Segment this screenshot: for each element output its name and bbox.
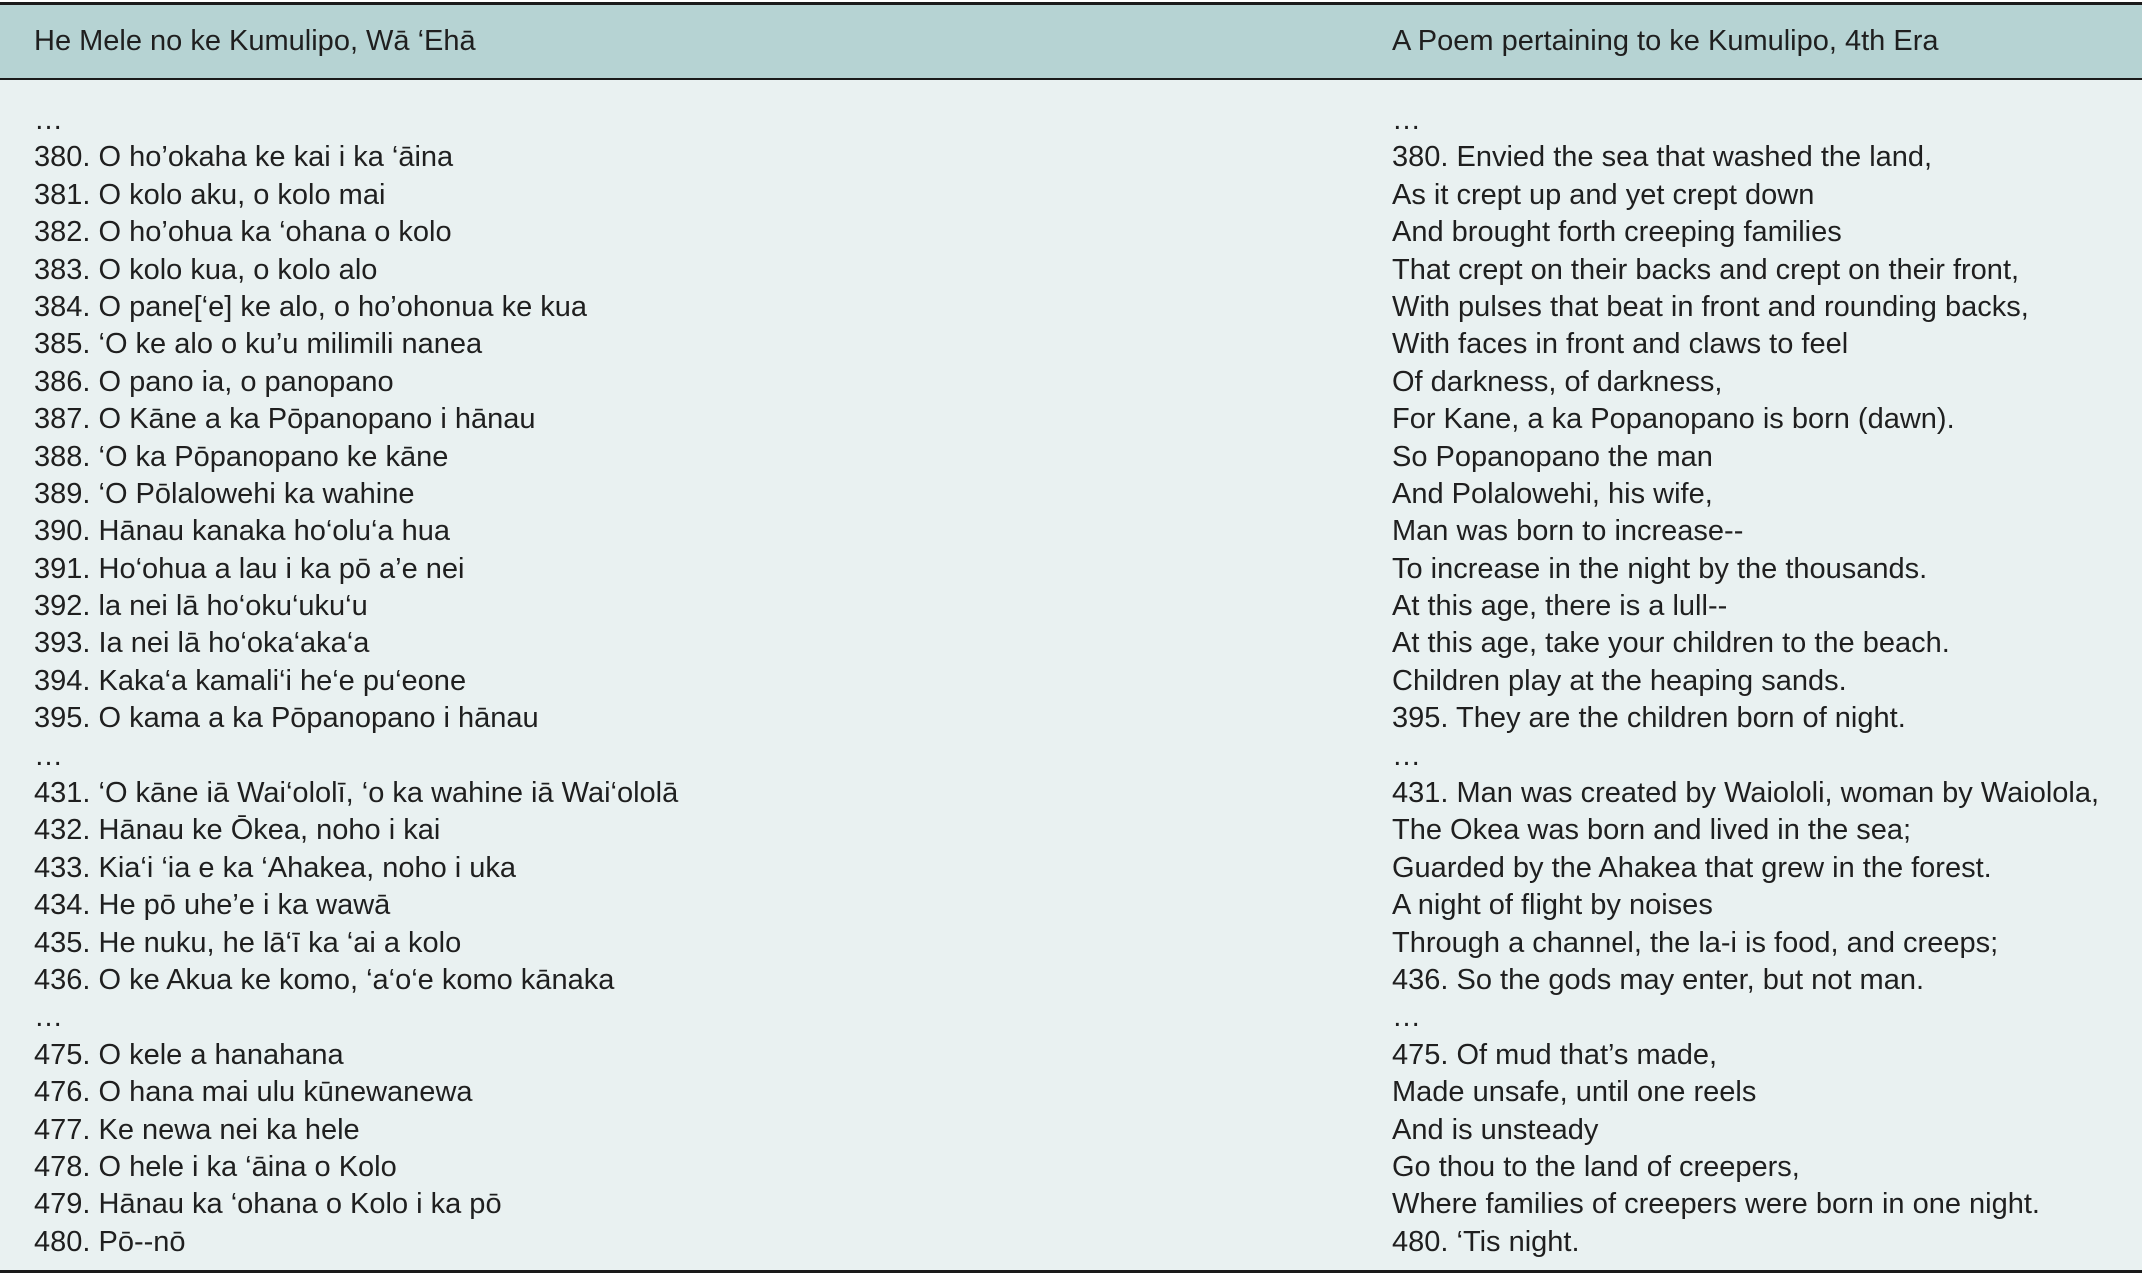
hawaiian-line: … [34,739,63,772]
english-line: That crept on their backs and crept on their front, [1392,253,2020,286]
hawaiian-line: 479. Hānau ka ‘ohana o Kolo i ka pō [34,1188,502,1221]
hawaiian-line: 393. Ia nei lā ho‘oka‘aka‘a [34,627,370,660]
hawaiian-line: 382. O ho’ohua ka ‘ohana o kolo [34,216,452,249]
header-hawaiian-title: He Mele no ke Kumulipo, Wā ‘Ehā [34,25,476,57]
english-line: 431. Man was created by Waiololi, woman by Waiolola, [1392,777,2100,810]
english-line: So Popanopano the man [1392,440,1713,473]
english-line: Go thou to the land of creepers, [1392,1150,1800,1183]
hawaiian-line: 477. Ke newa nei ka hele [34,1113,360,1146]
english-line: 480. ‘Tis night. [1392,1225,1580,1258]
hawaiian-line: 390. Hānau kanaka ho‘olu‘a hua [34,515,450,548]
hawaiian-line: 436. O ke Akua ke komo, ‘a‘o‘e komo kānaka [34,963,615,996]
english-line: … [1392,739,1421,772]
hawaiian-column [34,102,678,1261]
hawaiian-line: 383. O kolo kua, o kolo alo [34,253,378,286]
hawaiian-line: 385. ‘O ke alo o ku’u milimili nanea [34,328,483,361]
hawaiian-line: 432. Hānau ke Ōkea, noho i kai [34,814,441,847]
english-line: At this age, there is a lull-- [1392,590,1728,623]
english-line: 395. They are the children born of night. [1392,702,1906,735]
hawaiian-line: 395. O kama a ka Pōpanopano i hānau [34,702,539,735]
hawaiian-line: 391. Ho‘ohua a lau i ka pō a’e nei [34,552,465,585]
english-line: … [1392,104,1421,136]
hawaiian-line: 386. O pano ia, o panopano [34,365,394,398]
english-line: With faces in front and claws to feel [1392,328,1849,361]
hawaiian-line: 388. ‘O ka Pōpanopano ke kāne [34,440,449,473]
hawaiian-line: 435. He nuku, he lā‘ī ka ‘ai a kolo [34,926,462,959]
hawaiian-line: 434. He pō uhe’e i ka wawā [34,889,391,922]
hawaiian-line: 476. O hana mai ulu kūnewanewa [34,1076,473,1109]
hawaiian-line: 389. ‘O Pōlalowehi ka wahine [34,477,415,510]
hawaiian-line: 478. O hele i ka ‘āina o Kolo [34,1150,397,1183]
english-line: For Kane, a ka Popanopano is born (dawn). [1392,403,1955,436]
english-line: Through a channel, the la-i is food, and creeps; [1392,926,1999,959]
hawaiian-line: 392. la nei lā ho‘oku‘uku‘u [34,590,368,623]
table-header [0,5,2142,80]
english-line: Where families of creepers were born in one night. [1392,1188,2040,1221]
english-line: The Okea was born and lived in the sea; [1392,814,1912,847]
hawaiian-line: 433. Kia‘i ‘ia e ka ‘Ahakea, noho i uka [34,851,517,884]
english-line: A night of flight by noises [1392,889,1713,922]
hawaiian-line: 384. O pane[‘e] ke alo, o ho’ohonua ke kua [34,290,588,323]
english-line: 380. Envied the sea that washed the land, [1392,141,1933,174]
english-line: Of darkness, of darkness, [1392,365,1723,398]
hawaiian-line: … [34,104,63,136]
hawaiian-line: 380. O ho’okaha ke kai i ka ‘āina [34,141,454,174]
english-line: At this age, take your children to the beach. [1392,627,1950,660]
english-line: 475. Of mud that’s made, [1392,1038,1718,1071]
hawaiian-line: 431. ‘O kāne iā Wai‘ololī, ‘o ka wahine iā Wai‘ololā [34,777,679,810]
english-line: To increase in the night by the thousands. [1392,552,1928,585]
english-line: Made unsafe, until one reels [1392,1076,1757,1109]
hawaiian-line: 475. O kele a hanahana [34,1038,344,1071]
hawaiian-line: 394. Kaka‘a kamali‘i he‘e pu‘eone [34,664,467,697]
english-column [1392,102,2099,1261]
hawaiian-line: 480. Pō--nō [34,1225,186,1258]
english-line: And Polalowehi, his wife, [1392,477,1713,510]
hawaiian-line: … [34,1001,63,1034]
header-english-title: A Poem pertaining to ke Kumulipo, 4th Era [1392,25,1939,57]
english-line: With pulses that beat in front and rounding backs, [1392,290,2029,323]
english-line: And is unsteady [1392,1113,1599,1146]
english-line: And brought forth creeping families [1392,216,1842,249]
english-line: 436. So the gods may enter, but not man. [1392,963,1925,996]
english-line: Guarded by the Ahakea that grew in the forest. [1392,851,1992,884]
bottom-rule [0,1270,2142,1273]
english-line: As it crept up and yet crept down [1392,178,1815,211]
english-line: Man was born to increase-- [1392,515,1744,548]
hawaiian-line: 387. O Kāne a ka Pōpanopano i hānau [34,403,536,436]
english-line: … [1392,1001,1421,1034]
english-line: Children play at the heaping sands. [1392,664,1847,697]
hawaiian-line: 381. O kolo aku, o kolo mai [34,178,386,211]
